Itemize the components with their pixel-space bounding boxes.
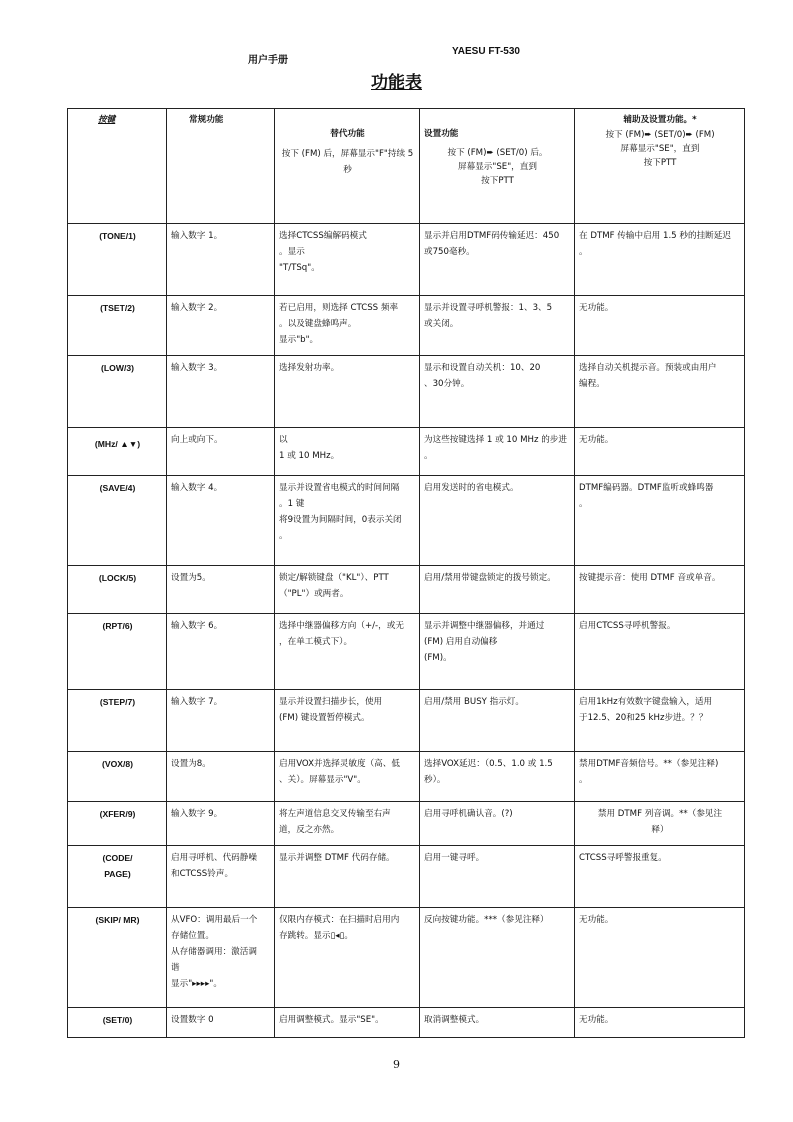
alt-function-text: (FM) 键设置暂停模式。 [279, 713, 370, 723]
key-cell [68, 752, 167, 802]
normal-function-cell [167, 428, 275, 476]
set-function-text: 选择VOX延迟：（0.5、1.0 或 1.5 [424, 759, 553, 769]
key-label: (CODE/ [102, 853, 133, 863]
alt-function-text: 以 [279, 435, 288, 445]
function-table [67, 108, 745, 1038]
alt-function-cell [275, 296, 420, 356]
set-function-text: 启用一键寻呼。 [424, 853, 485, 863]
aux-function-text: 无功能。 [579, 1015, 614, 1025]
alt-function-cell [275, 356, 420, 428]
set-function-text: 显示并设置寻呼机警报：1、3、5 [424, 303, 553, 313]
table-row [68, 356, 745, 428]
alt-function-cell [275, 752, 420, 802]
key-label: (XFER/9) [99, 809, 136, 819]
aux-function-text: 选择自动关机提示音。预装或由用户 [579, 363, 717, 373]
key-cell [68, 690, 167, 752]
alt-function-cell [275, 1008, 420, 1038]
aux-function-text: 在 DTMF 传输中启用 1.5 秒的挂断延迟 [579, 231, 731, 241]
set-function-text: 反向按键功能。***（参见注释） [424, 915, 549, 925]
normal-function-text: 设置为8。 [171, 759, 211, 769]
set-function-text: 启用/禁用带键盘锁定的拨号锁定。 [424, 573, 556, 583]
set-function-text: 秒）。 [424, 775, 446, 785]
set-function-cell [420, 566, 575, 614]
aux-function-cell [575, 224, 745, 296]
alt-function-cell [275, 614, 420, 690]
alt-function-text: 仅限内存模式：在扫描时启用内 [279, 915, 400, 925]
key-label: (SET/0) [102, 1015, 133, 1025]
aux-function-cell [575, 614, 745, 690]
set-function-text: 启用发送时的省电模式。 [424, 483, 519, 493]
normal-function-text: 设置为5。 [171, 573, 211, 583]
alt-function-cell [275, 908, 420, 1008]
set-function-text: 启用寻呼机确认音。(?) [424, 809, 513, 819]
set-function-text: 、30分钟。 [424, 379, 470, 389]
normal-function-cell [167, 752, 275, 802]
alt-function-text: 选择CTCSS编解码模式 [279, 231, 367, 241]
normal-function-text: 启用寻呼机、代码静噪 [171, 853, 257, 863]
header-set-desc-line: 按下PTT [481, 176, 514, 186]
header-key-cell [68, 109, 167, 224]
aux-function-text: DTMF编码器。DTMF监听或蜂鸣器 [579, 483, 714, 493]
normal-function-text: 从VFO：调用最后一个 [171, 915, 258, 925]
alt-function-cell [275, 846, 420, 908]
normal-function-cell [167, 566, 275, 614]
set-function-cell [420, 908, 575, 1008]
alt-function-cell [275, 428, 420, 476]
header-aux-desc-line: 按下 (FM)➨ (SET/0)➨ (FM) [605, 130, 715, 140]
aux-function-text: 禁用DTMF音频信号。**（参见注释) [579, 759, 719, 769]
table-header-row [68, 109, 745, 224]
aux-function-cell [575, 296, 745, 356]
table-row [68, 614, 745, 690]
normal-function-cell [167, 908, 275, 1008]
aux-function-text: 。 [579, 775, 588, 785]
key-label: (LOCK/5) [98, 573, 137, 583]
header-set-desc [424, 146, 571, 188]
alt-function-text: 。以及键盘蜂鸣声。 [279, 319, 357, 329]
set-function-text: 或750毫秒。 [424, 247, 475, 257]
normal-function-cell [167, 476, 275, 566]
normal-function-text: 输入数字 6。 [171, 621, 223, 631]
header-normal-label: 常规功能 [189, 115, 224, 125]
key-cell [68, 846, 167, 908]
key-label: (TSET/2) [100, 303, 135, 313]
aux-function-text: 。 [579, 499, 588, 509]
header-alt-cell [275, 109, 420, 224]
header-normal-cell [167, 109, 275, 224]
key-cell [68, 296, 167, 356]
alt-function-cell [275, 566, 420, 614]
alt-function-text: 。1 键 [279, 499, 305, 509]
alt-function-text: 锁定/解锁键盘（"KL"）、PTT [279, 573, 389, 583]
alt-function-text: （"PL"）或两者。 [279, 589, 349, 599]
header-key-label: 按键 [98, 115, 116, 125]
header-aux-desc-line: 按下PTT [643, 158, 677, 168]
key-cell [68, 356, 167, 428]
alt-function-text: 、关）。屏幕显示"V"。 [279, 775, 366, 785]
normal-function-cell [167, 614, 275, 690]
alt-function-cell [275, 690, 420, 752]
aux-function-text: 禁用 DTMF 列音调。**（参见注 [597, 809, 723, 819]
alt-function-text: 显示"b"。 [279, 335, 319, 345]
set-function-text: 或关闭。 [424, 319, 459, 329]
header-set-cell [420, 109, 575, 224]
normal-function-text: 设置数字 0 [171, 1015, 214, 1025]
alt-function-cell [275, 224, 420, 296]
aux-function-cell [575, 908, 745, 1008]
normal-function-cell [167, 802, 275, 846]
set-function-cell [420, 296, 575, 356]
key-cell [68, 224, 167, 296]
key-label: PAGE) [104, 869, 131, 879]
alt-function-text: 存跳转。显示▯◂▯。 [279, 931, 353, 941]
aux-function-text: 编程。 [579, 379, 605, 389]
header-set-title: 设置功能 [424, 129, 459, 139]
normal-function-cell [167, 224, 275, 296]
alt-function-text: 选择发射功率。 [279, 363, 340, 373]
normal-function-text: 输入数字 1。 [171, 231, 223, 241]
alt-function-text: 显示并调整 DTMF 代码存储。 [279, 853, 395, 863]
normal-function-text: 和CTCSS铃声。 [171, 869, 234, 879]
alt-function-text: 若已启用，则选择 CTCSS 频率 [279, 303, 399, 313]
key-label: (LOW/3) [101, 363, 134, 373]
alt-function-text: 。显示 [279, 247, 305, 257]
set-function-cell [420, 224, 575, 296]
normal-function-text: 显示"▸▸▸▸"。 [171, 979, 222, 989]
aux-function-cell [575, 690, 745, 752]
key-cell [68, 428, 167, 476]
normal-function-text: 输入数字 3。 [171, 363, 223, 373]
key-cell [68, 802, 167, 846]
key-label: (RPT/6) [102, 621, 133, 631]
aux-function-cell [575, 1008, 745, 1038]
alt-function-text: ，在单工模式下）。 [279, 637, 353, 647]
alt-function-text: 道，反之亦然。 [279, 825, 340, 835]
header-aux-desc-line: 屏幕显示"SE"，直到 [620, 144, 700, 154]
aux-function-text: 释） [651, 825, 669, 835]
table-row [68, 296, 745, 356]
set-function-text: 为这些按键选择 1 或 10 MHz 的步进 [424, 435, 567, 445]
normal-function-text: 输入数字 7。 [171, 697, 223, 707]
header-model-label: YAESU FT-530 [452, 46, 520, 57]
key-cell [68, 476, 167, 566]
set-function-text: 显示并调整中继器偏移，并通过 [424, 621, 545, 631]
normal-function-cell [167, 1008, 275, 1038]
alt-function-text: 将左声道信息交叉传输至右声 [279, 809, 391, 819]
aux-function-cell [575, 802, 745, 846]
table-row [68, 802, 745, 846]
set-function-text: 显示并启用DTMF码传输延迟：450 [424, 231, 560, 241]
alt-function-text: 显示并设置省电模式的时间间隔 [279, 483, 400, 493]
key-label: (SAVE/4) [99, 483, 136, 493]
aux-function-text: 启用CTCSS寻呼机警报。 [579, 621, 676, 631]
normal-function-cell [167, 356, 275, 428]
key-cell [68, 1008, 167, 1038]
alt-function-text: 1 或 10 MHz。 [279, 451, 340, 461]
alt-function-cell [275, 476, 420, 566]
normal-function-cell [167, 296, 275, 356]
page-title: 功能表 [371, 73, 422, 93]
aux-function-cell [575, 566, 745, 614]
key-label: (VOX/8) [101, 759, 134, 769]
header-aux-title: 辅助及设置功能。* [623, 115, 697, 125]
table-row [68, 224, 745, 296]
aux-function-text: 无功能。 [579, 915, 614, 925]
key-label: (STEP/7) [99, 697, 136, 707]
normal-function-text: 存储位置。 [171, 931, 214, 941]
table-row [68, 690, 745, 752]
key-cell [68, 908, 167, 1008]
table-row [68, 846, 745, 908]
set-function-cell [420, 802, 575, 846]
key-cell [68, 566, 167, 614]
aux-function-text: 无功能。 [579, 435, 614, 445]
table-row [68, 752, 745, 802]
aux-function-text: 按键提示音：使用 DTMF 音或单音。 [579, 573, 721, 583]
set-function-text: 启用/禁用 BUSY 指示灯。 [424, 697, 524, 707]
alt-function-text: 启用调整模式。显示"SE"。 [279, 1015, 384, 1025]
aux-function-cell [575, 846, 745, 908]
table-row [68, 428, 745, 476]
table-row [68, 908, 745, 1008]
key-cell [68, 614, 167, 690]
set-function-cell [420, 690, 575, 752]
aux-function-text: 启用1kHz有效数字键盘输入，适用 [579, 697, 713, 707]
normal-function-text: 向上或向下。 [171, 435, 223, 445]
aux-function-cell [575, 356, 745, 428]
header-set-desc-line: 按下 (FM)➨ (SET/0) 后。 [447, 148, 548, 158]
table-row [68, 476, 745, 566]
alt-function-text: 选择中继器偏移方向（+/-，或无 [279, 621, 404, 631]
normal-function-cell [167, 846, 275, 908]
key-label: (MHz/ ▲▼) [94, 439, 141, 449]
header-set-desc-line: 屏幕显示"SE"，直到 [458, 162, 537, 172]
set-function-cell [420, 476, 575, 566]
set-function-text: (FM)。 [424, 653, 452, 663]
set-function-cell [420, 356, 575, 428]
header-aux-cell [575, 109, 745, 224]
aux-function-text: CTCSS寻呼警报重复。 [579, 853, 667, 863]
alt-function-text: "T/TSq"。 [279, 263, 320, 273]
header-alt-title: 替代功能 [330, 129, 365, 139]
page-number: 9 [393, 1058, 400, 1071]
alt-function-text: 将9设置为间隔时间，0表示关闭 [279, 515, 402, 525]
aux-function-cell [575, 476, 745, 566]
alt-function-text: 。 [279, 531, 288, 541]
header-alt-desc: 按下 (FM) 后，屏幕显示"F"持续 5 秒 [281, 149, 414, 175]
key-label: (TONE/1) [99, 231, 136, 241]
alt-function-text: 显示并设置扫描步长，使用 [279, 697, 383, 707]
normal-function-cell [167, 690, 275, 752]
aux-function-text: 。 [579, 247, 588, 257]
normal-function-text: 输入数字 2。 [171, 303, 223, 313]
set-function-text: 显示和设置自动关机：10、20 [424, 363, 541, 373]
normal-function-text: 从存储器调用：激活调 [171, 947, 257, 957]
set-function-text: (FM) 启用自动偏移 [424, 637, 498, 647]
aux-function-text: 于12.5、20和25 kHz步进。？？ [579, 713, 708, 723]
alt-function-cell [275, 802, 420, 846]
set-function-cell [420, 614, 575, 690]
table-row [68, 1008, 745, 1038]
alt-function-text: 启用VOX并选择灵敏度（高、低 [279, 759, 400, 769]
set-function-cell [420, 428, 575, 476]
normal-function-text: 输入数字 4。 [171, 483, 223, 493]
normal-function-text: 输入数字 9。 [171, 809, 223, 819]
aux-function-cell [575, 752, 745, 802]
header-aux-desc [579, 128, 741, 170]
normal-function-text: 谐 [171, 963, 180, 973]
set-function-cell [420, 1008, 575, 1038]
set-function-text: 。 [424, 451, 433, 461]
set-function-cell [420, 846, 575, 908]
aux-function-cell [575, 428, 745, 476]
table-row [68, 566, 745, 614]
header-manual-label: 用户手册 [248, 55, 288, 66]
aux-function-text: 无功能。 [579, 303, 614, 313]
set-function-cell [420, 752, 575, 802]
key-label: (SKIP/ MR) [95, 915, 140, 925]
set-function-text: 取消调整模式。 [424, 1015, 485, 1025]
